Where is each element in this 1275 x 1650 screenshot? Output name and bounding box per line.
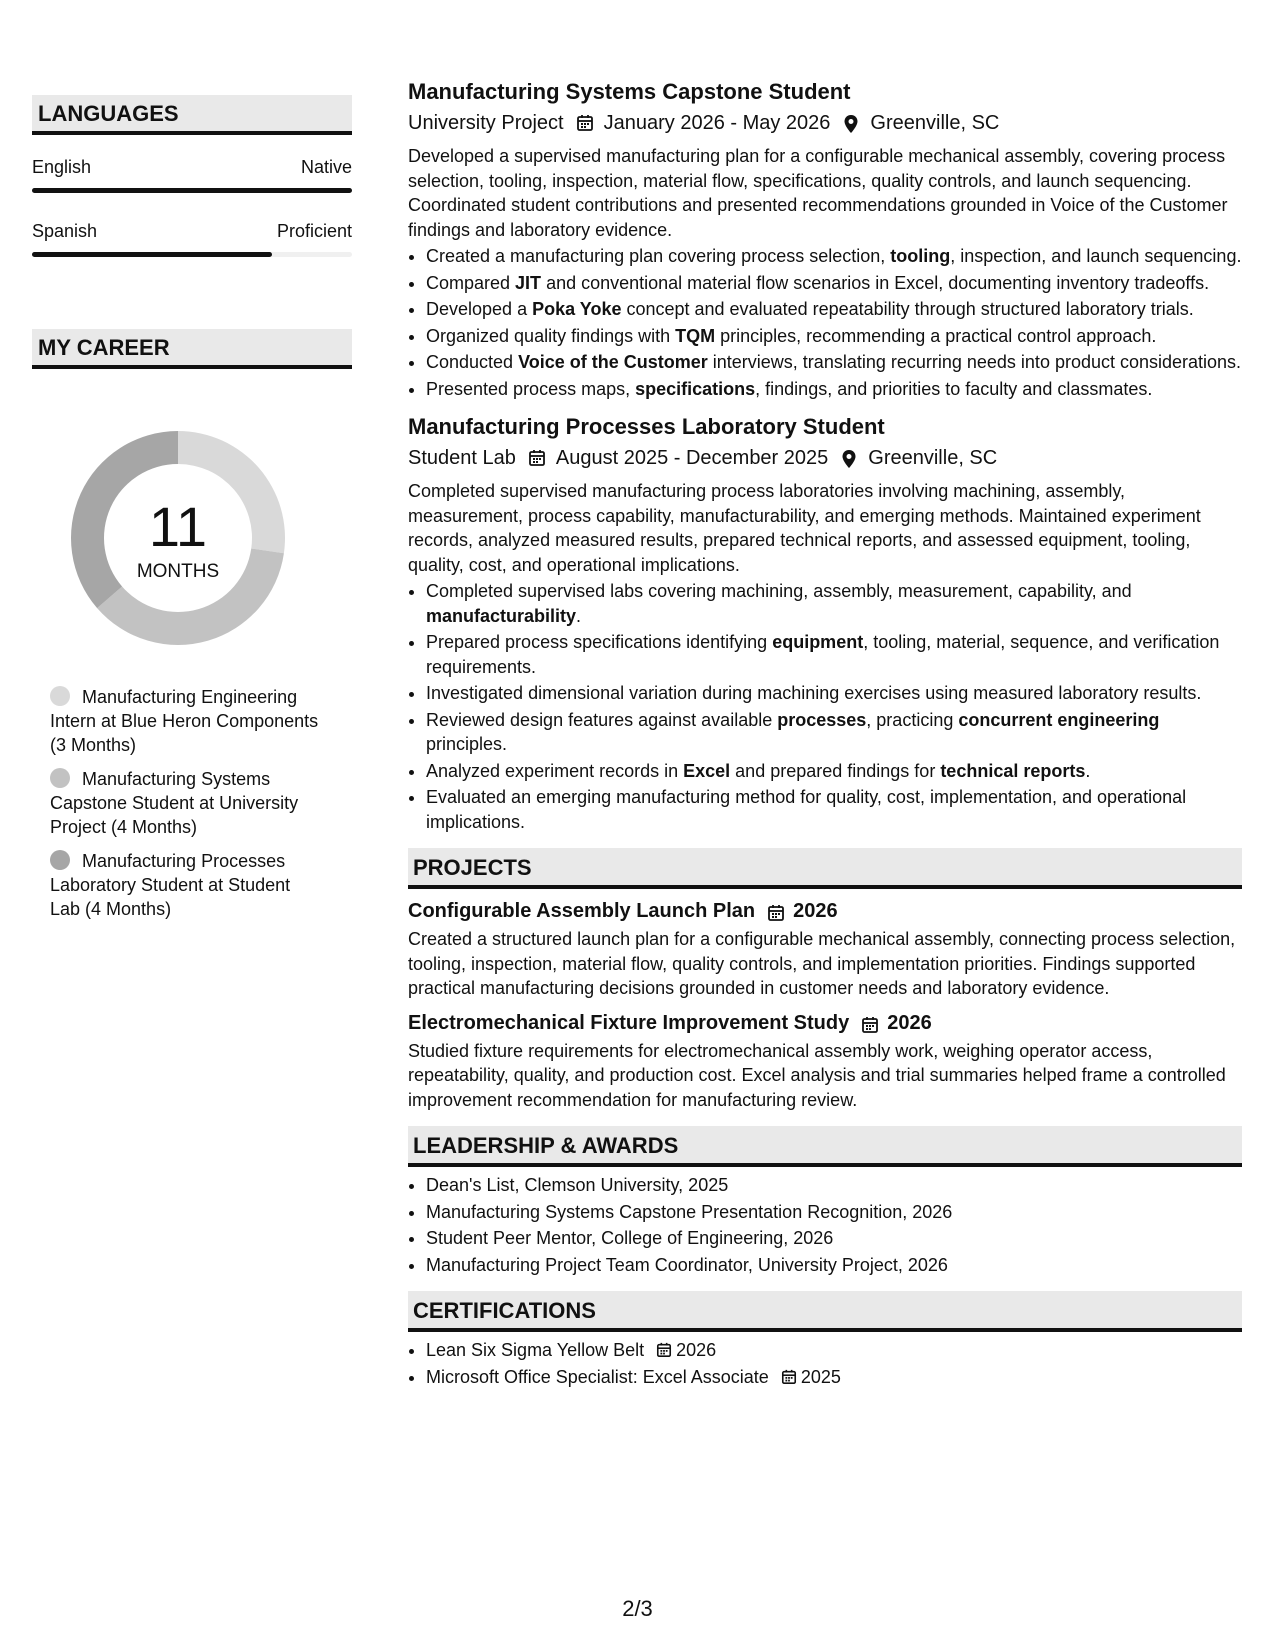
bullet-text: Completed supervised labs covering machining, assembly, measurement, capability, and bbox=[426, 581, 1132, 601]
career-total-number: 11 bbox=[148, 495, 208, 558]
project-title-row bbox=[408, 1009, 1242, 1037]
bullet-keyword: Poka Yoke bbox=[532, 299, 622, 319]
bullet-keyword: concurrent engineering bbox=[958, 709, 1160, 730]
job-org: University Project bbox=[408, 112, 564, 134]
job-bullet bbox=[426, 579, 1242, 628]
job-meta bbox=[408, 444, 1242, 472]
certification-name: Microsoft Office Specialist: Excel Associate bbox=[426, 1366, 769, 1387]
bullet-keyword: tooling bbox=[890, 246, 951, 266]
project-year: 2026 bbox=[793, 900, 838, 922]
career-total-unit: MONTHS bbox=[136, 561, 220, 582]
job-bullet bbox=[426, 377, 1242, 402]
language-level-bar bbox=[32, 188, 352, 193]
bullet-text: and conventional material flow scenarios in Excel, documenting inventory tradeoffs. bbox=[541, 272, 1210, 293]
job-bullet bbox=[426, 271, 1242, 296]
language-level: Proficient bbox=[276, 221, 352, 241]
bullet-keyword: equipment bbox=[772, 632, 864, 652]
job-bullet bbox=[426, 297, 1242, 322]
career-legend bbox=[50, 685, 320, 931]
bullet-keyword: technical reports bbox=[940, 760, 1086, 781]
career-legend-item bbox=[50, 767, 320, 839]
career-donut-chart bbox=[65, 425, 291, 651]
bullet-text: , inspection, and launch sequencing. bbox=[950, 246, 1242, 266]
language-name: English bbox=[32, 157, 92, 177]
legend-dot-icon bbox=[50, 686, 70, 706]
bullet-keyword: Voice of the Customer bbox=[518, 352, 708, 372]
leadership-item: • Dean's List, Clemson University, 2025 bbox=[426, 1173, 1242, 1198]
job-bullet bbox=[426, 785, 1242, 834]
bullet-text: Reviewed design features against available bbox=[426, 709, 778, 730]
bullet-text: Conducted bbox=[426, 352, 519, 372]
job-summary: Completed supervised manufacturing process laboratories involving machining, assembly, measurement, process capability, manufacturability, and emerging methods. Maintained experiment records, analyzed measured results, prepared technical reports, and assessed equipment, tooling, quality, cost, and operational implications. bbox=[408, 481, 1201, 575]
projects-heading bbox=[408, 848, 1242, 889]
bullet-text: . bbox=[1085, 760, 1091, 781]
bullet-text: principles. bbox=[426, 734, 508, 754]
bullet-text: principles, recommending a practical control approach. bbox=[715, 325, 1157, 346]
bullet-keyword: specifications bbox=[635, 378, 756, 399]
calendar-icon bbox=[656, 1340, 672, 1356]
job-bullet bbox=[426, 324, 1242, 349]
calendar-icon bbox=[861, 1014, 879, 1032]
bullet-text: interviews, translating recurring needs into product considerations. bbox=[707, 352, 1242, 372]
project-description: Studied fixture requirements for electromechanical assembly work, weighing operator access, repeatability, quality, and production cost. Excel analysis and trial summaries helped frame a controlled improvement recommendation for manufacturing review. bbox=[408, 1040, 1226, 1110]
projects-heading-text: PROJECTS bbox=[413, 855, 532, 880]
job-title: Manufacturing Processes Laboratory Student bbox=[408, 414, 885, 439]
job-bullet bbox=[426, 759, 1242, 784]
legend-dot-icon bbox=[50, 768, 70, 788]
certification-name: Lean Six Sigma Yellow Belt bbox=[426, 1340, 645, 1360]
leadership-heading bbox=[408, 1126, 1242, 1167]
project-entry bbox=[408, 897, 1242, 1001]
job-bullet bbox=[426, 244, 1242, 269]
job-summary: Developed a supervised manufacturing plan for a configurable mechanical assembly, covering process selection, tooling, inspection, material flow, specifications, quality controls, and launch sequencing. Coordinated student contributions and presented recommendations grounded in Voice of the Customer findings and laboratory evidence. bbox=[408, 146, 1228, 240]
certification-year: 2025 bbox=[800, 1366, 841, 1387]
bullet-keyword: processes bbox=[777, 709, 867, 730]
bullet-text: Organized quality findings with bbox=[426, 325, 676, 346]
language-level-bar bbox=[32, 252, 352, 257]
leadership-list bbox=[408, 1173, 1242, 1277]
job-bullet bbox=[426, 681, 1242, 706]
bullet-text: . bbox=[576, 605, 582, 626]
career-legend-item bbox=[50, 685, 320, 757]
career-legend-label: Manufacturing Processes Laboratory Student at Student Lab (4 Months) bbox=[50, 851, 291, 919]
job-bullet bbox=[426, 350, 1242, 375]
job-location: Greenville, SC bbox=[870, 112, 1000, 134]
job-bullets bbox=[408, 244, 1242, 401]
leadership-item: • Manufacturing Systems Capstone Presentation Recognition, 2026 bbox=[426, 1200, 1242, 1225]
job-org: Student Lab bbox=[408, 447, 516, 469]
page-number: 2/3 bbox=[622, 1596, 653, 1621]
language-item-spanish bbox=[32, 221, 352, 257]
calendar-icon bbox=[576, 114, 594, 132]
bullet-keyword: manufacturability bbox=[426, 605, 577, 626]
bullet-text: Analyzed experiment records in bbox=[426, 760, 684, 781]
experience-entry bbox=[408, 413, 1242, 834]
leadership-item: • Student Peer Mentor, College of Engineering, 2026 bbox=[426, 1226, 1242, 1251]
job-bullet bbox=[426, 708, 1242, 757]
certification-year: 2026 bbox=[676, 1340, 717, 1360]
leadership-item: • Manufacturing Project Team Coordinator, University Project, 2026 bbox=[426, 1253, 1242, 1278]
certification-item bbox=[426, 1338, 1242, 1363]
bullet-text: Presented process maps, bbox=[426, 378, 636, 399]
job-location: Greenville, SC bbox=[868, 447, 998, 469]
project-title: Electromechanical Fixture Improvement Study bbox=[408, 1011, 850, 1034]
job-title: Manufacturing Systems Capstone Student bbox=[408, 79, 851, 104]
bullet-keyword: Excel bbox=[683, 760, 731, 781]
bullet-text: , findings, and priorities to faculty and classmates. bbox=[755, 378, 1153, 399]
job-bullets bbox=[408, 579, 1242, 834]
career-heading bbox=[32, 329, 352, 369]
language-item-english bbox=[32, 157, 352, 193]
career-legend-label: Manufacturing Systems Capstone Student at University Project (4 Months) bbox=[50, 769, 299, 837]
bullet-text: Developed a bbox=[426, 299, 533, 319]
map-pin-icon bbox=[840, 449, 858, 467]
legend-dot-icon bbox=[50, 850, 70, 870]
job-dates: January 2026 - May 2026 bbox=[603, 112, 831, 134]
languages-heading-text: LANGUAGES bbox=[38, 101, 179, 126]
language-level: Native bbox=[300, 157, 352, 177]
career-heading-text: MY CAREER bbox=[38, 335, 170, 360]
bullet-text: Investigated dimensional variation during machining exercises using measured laboratory results. bbox=[426, 683, 1202, 703]
calendar-icon bbox=[767, 902, 785, 920]
project-entry bbox=[408, 1009, 1242, 1113]
certification-item bbox=[426, 1365, 1242, 1390]
languages-heading bbox=[32, 95, 352, 135]
bullet-text: concept and evaluated repeatability through structured laboratory trials. bbox=[621, 299, 1194, 319]
certifications-heading bbox=[408, 1291, 1242, 1332]
project-title: Configurable Assembly Launch Plan bbox=[408, 900, 756, 922]
job-meta bbox=[408, 109, 1242, 137]
language-level-fill bbox=[32, 252, 272, 257]
bullet-text: Created a manufacturing plan covering process selection, bbox=[426, 246, 891, 266]
project-description: Created a structured launch plan for a configurable mechanical assembly, connecting process selection, tooling, inspection, material flow, quality controls, and implementation priorities. Findings supported practical manufacturing decisions grounded in customer needs and laboratory evidence. bbox=[408, 929, 1236, 998]
bullet-text: , tooling, material, sequence, and verification requirements. bbox=[426, 632, 1220, 677]
experience-entry bbox=[408, 78, 1242, 401]
bullet-text: and prepared findings for bbox=[730, 760, 941, 781]
bullet-text: Compared bbox=[426, 272, 516, 293]
calendar-icon bbox=[781, 1367, 797, 1383]
job-dates: August 2025 - December 2025 bbox=[555, 447, 829, 469]
bullet-text: , practicing bbox=[866, 709, 959, 730]
project-title-row bbox=[408, 897, 1242, 925]
project-year: 2026 bbox=[887, 1011, 932, 1034]
certifications-heading-text: CERTIFICATIONS bbox=[413, 1298, 596, 1323]
main-content bbox=[408, 78, 1242, 1391]
bullet-text: Evaluated an emerging manufacturing method for quality, cost, implementation, and operational implications. bbox=[426, 787, 1187, 832]
leadership-heading-text: LEADERSHIP & AWARDS bbox=[413, 1133, 679, 1158]
map-pin-icon bbox=[842, 114, 860, 132]
calendar-icon bbox=[528, 449, 546, 467]
bullet-keyword: TQM bbox=[675, 325, 716, 346]
language-level-fill bbox=[32, 188, 352, 193]
language-name: Spanish bbox=[32, 221, 98, 241]
sidebar bbox=[32, 95, 352, 919]
career-legend-label: Manufacturing Engineering Intern at Blue Heron Components (3 Months) bbox=[50, 687, 319, 755]
job-bullet bbox=[426, 630, 1242, 679]
bullet-keyword: JIT bbox=[515, 272, 542, 293]
career-legend-item bbox=[50, 849, 320, 921]
certifications-list bbox=[408, 1338, 1242, 1389]
bullet-text: Prepared process specifications identifying bbox=[426, 632, 773, 652]
